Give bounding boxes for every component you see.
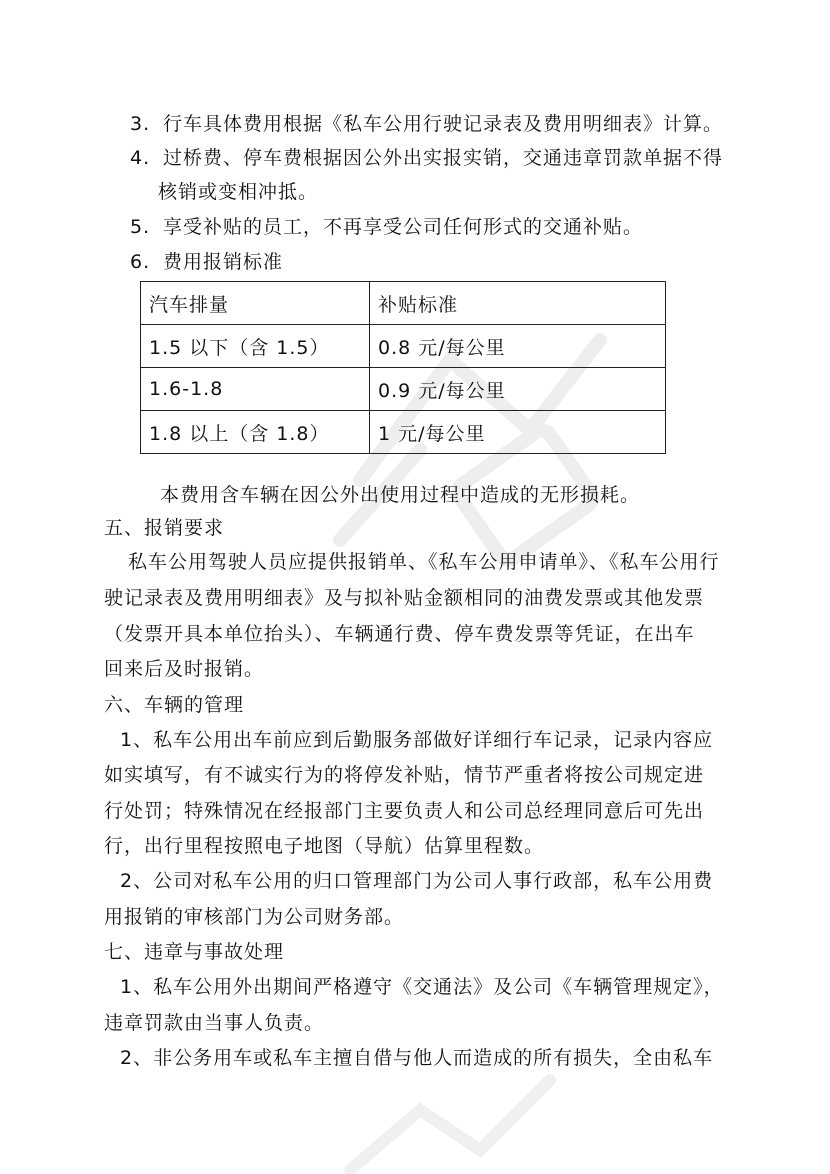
section-5-heading: 五、报销要求 (104, 517, 225, 539)
item-3-text: 行车具体费用根据《私车公用行驶记录表及费用明细表》计算。 (163, 113, 724, 135)
section-5-line-4: 回来后及时报销。 (104, 658, 265, 680)
table-header-row (141, 282, 666, 325)
section-5-line-2: 驶记录表及费用明细表》及与拟补贴金额相同的油费发票或其他发票 (104, 587, 705, 609)
table-cell: 1 元/每公里 (370, 411, 666, 454)
watermark-bottom (330, 1060, 630, 1174)
section-6-heading: 六、车辆的管理 (104, 694, 245, 716)
table-note: 本费用含车辆在因公外出使用过程中造成的无形损耗。 (160, 484, 641, 506)
section-6-line-1: 1、私车公用出车前应到后勤服务部做好详细行车记录，记录内容应 (120, 729, 714, 751)
reimbursement-standard-table (140, 281, 666, 454)
item-6-text: 费用报销标准 (163, 251, 284, 273)
section-7-line-3: 2、非公务用车或私车主擅自借与他人而造成的所有损失，全由私车 (120, 1047, 714, 1069)
section-5-line-1: 私车公用驾驶人员应提供报销单、《私车公用申请单》、《私车公用行 (128, 551, 720, 573)
item-5-text: 享受补贴的员工，不再享受公司任何形式的交通补贴。 (163, 216, 644, 238)
header-subsidy: 补贴标准 (370, 282, 666, 325)
table-cell: 0.9 元/每公里 (370, 368, 666, 411)
section-7-line-2: 违章罚款由当事人负责。 (104, 1012, 325, 1034)
section-6-line-6: 用报销的审核部门为公司财务部。 (104, 906, 405, 928)
item-3-number: 3. (130, 113, 151, 135)
table-cell: 1.6-1.8 (141, 368, 370, 411)
section-5-line-3: （发票开具本单位抬头）、车辆通行费、停车费发票等凭证，在出车 (104, 623, 695, 645)
item-4-continuation: 核销或变相冲抵。 (158, 181, 319, 203)
section-6-line-2: 如实填写，有不诚实行为的将停发补贴，情节严重者将按公司规定进 (104, 764, 705, 786)
item-6 (130, 250, 283, 274)
section-6-line-5: 2、公司对私车公用的归口管理部门为公司人事行政部，私车公用费 (120, 870, 714, 892)
item-4-text: 过桥费、停车费根据因公外出实报实销，交通违章罚款单据不得 (163, 147, 724, 169)
section-7-line-1: 1、私车公用外出期间严格遵守《交通法》及公司《车辆管理规定》， (120, 976, 724, 998)
section-6-line-4: 行，出行里程按照电子地图（导航）估算里程数。 (104, 835, 545, 857)
table-row (141, 411, 666, 454)
table-cell: 1.8 以上（含 1.8） (141, 411, 370, 454)
table-row (141, 368, 666, 411)
table-cell: 1.5 以下（含 1.5） (141, 325, 370, 368)
table-cell: 0.8 元/每公里 (370, 325, 666, 368)
section-7-heading: 七、违章与事故处理 (104, 941, 285, 963)
item-5 (130, 215, 643, 239)
item-4 (130, 146, 723, 170)
table-row (141, 325, 666, 368)
item-3 (130, 112, 723, 136)
item-5-number: 5. (130, 216, 151, 238)
item-4-number: 4. (130, 147, 151, 169)
section-6-line-3: 行处罚；特殊情况在经报部门主要负责人和公司总经理同意后可先出 (104, 800, 705, 822)
header-displacement: 汽车排量 (141, 282, 370, 325)
item-6-number: 6. (130, 251, 151, 273)
